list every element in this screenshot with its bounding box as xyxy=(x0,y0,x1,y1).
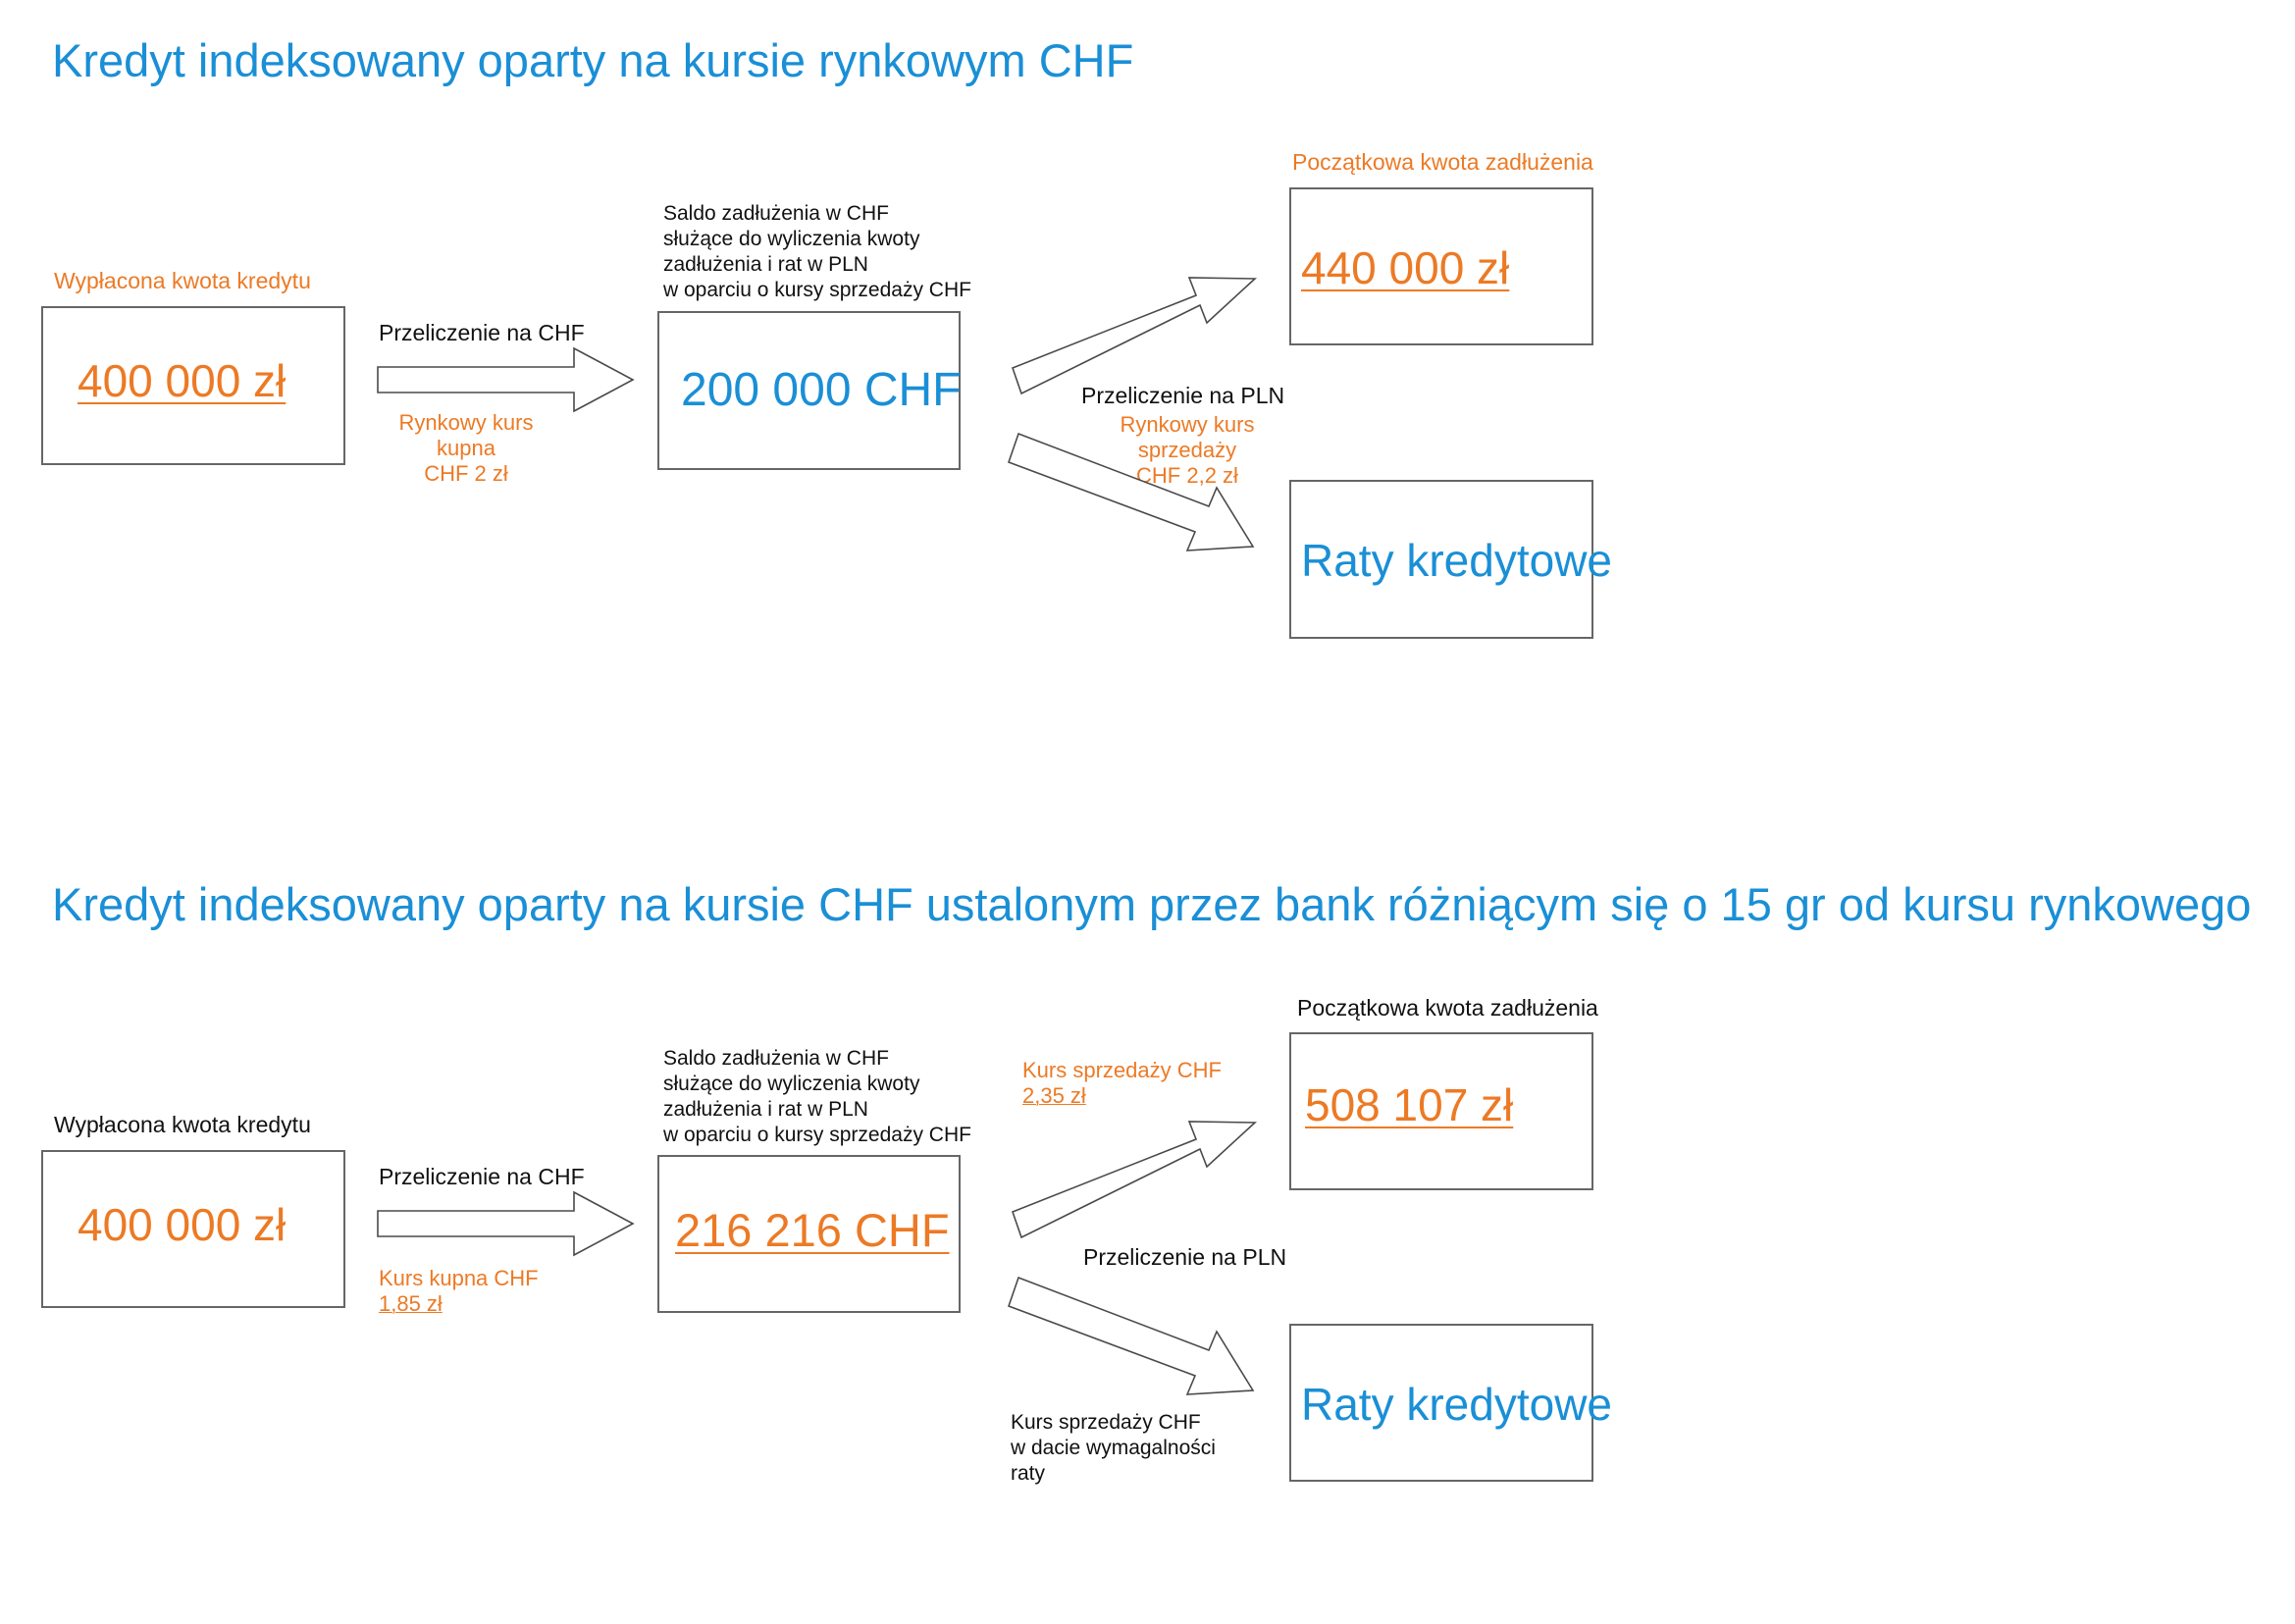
s1-saldo-description: Saldo zadłużenia w CHF służące do wyliczenia kwoty zadłużenia i rat w PLN w oparciu o kursy sprzedaży CHF xyxy=(663,202,971,301)
s1-sell-rate-label: Rynkowy kurs sprzedaży CHF 2,2 zł xyxy=(1120,412,1255,488)
s2-saldo-description: Saldo zadłużenia w CHF służące do wyliczenia kwoty zadłużenia i rat w PLN w oparciu o kursy sprzedaży CHF xyxy=(663,1047,971,1146)
s2-paid-value: 400 000 zł xyxy=(78,1199,287,1250)
s2-arrow-to-installments xyxy=(1009,1278,1253,1394)
s1-convert-pln-label: Przeliczenie na PLN xyxy=(1081,383,1285,408)
section2-title: Kredyt indeksowany oparty na kursie CHF ustalonym przez bank różniącym się o 15 gr od kursu rynkowego xyxy=(52,878,2252,930)
s1-initial-debt-label: Początkowa kwota zadłużenia xyxy=(1292,149,1593,175)
s2-due-rate-label: Kurs sprzedaży CHF w dacie wymagalności raty xyxy=(1011,1411,1216,1485)
s1-paid-value: 400 000 zł xyxy=(78,355,287,406)
s2-initial-debt-value: 508 107 zł xyxy=(1305,1079,1514,1130)
s2-buy-rate-value: 1,85 zł xyxy=(379,1291,443,1316)
s1-initial-debt-value: 440 000 zł xyxy=(1301,242,1510,293)
s1-buy-rate-label: Rynkowy kurs kupna CHF 2 zł xyxy=(398,410,534,486)
s1-arrow-to-initial-debt xyxy=(1013,278,1255,393)
s2-installments-label: Raty kredytowe xyxy=(1301,1379,1613,1430)
s1-convert-chf-label: Przeliczenie na CHF xyxy=(379,320,585,345)
s2-sell-rate-value: 2,35 zł xyxy=(1022,1083,1086,1108)
s2-convert-pln-label: Przeliczenie na PLN xyxy=(1083,1244,1287,1270)
s2-arrow-to-initial-debt xyxy=(1013,1122,1255,1237)
s2-saldo-value: 216 216 CHF xyxy=(675,1204,950,1256)
s2-arrow-to-chf xyxy=(378,1192,633,1255)
s2-initial-debt-label: Początkowa kwota zadłużenia xyxy=(1297,995,1598,1021)
s2-paid-label: Wypłacona kwota kredytu xyxy=(54,1112,311,1137)
s1-installments-label: Raty kredytowe xyxy=(1301,535,1613,586)
s2-sell-rate-label: Kurs sprzedaży CHF xyxy=(1022,1058,1222,1082)
s1-arrow-to-installments xyxy=(1009,434,1253,550)
s1-arrow-to-chf xyxy=(378,348,633,411)
s1-paid-label: Wypłacona kwota kredytu xyxy=(54,268,311,293)
s2-convert-chf-label: Przeliczenie na CHF xyxy=(379,1164,585,1189)
s1-saldo-value: 200 000 CHF xyxy=(681,364,962,416)
section1-title: Kredyt indeksowany oparty na kursie rynkowym CHF xyxy=(52,34,1134,86)
s2-buy-rate-label: Kurs kupna CHF xyxy=(379,1266,539,1290)
